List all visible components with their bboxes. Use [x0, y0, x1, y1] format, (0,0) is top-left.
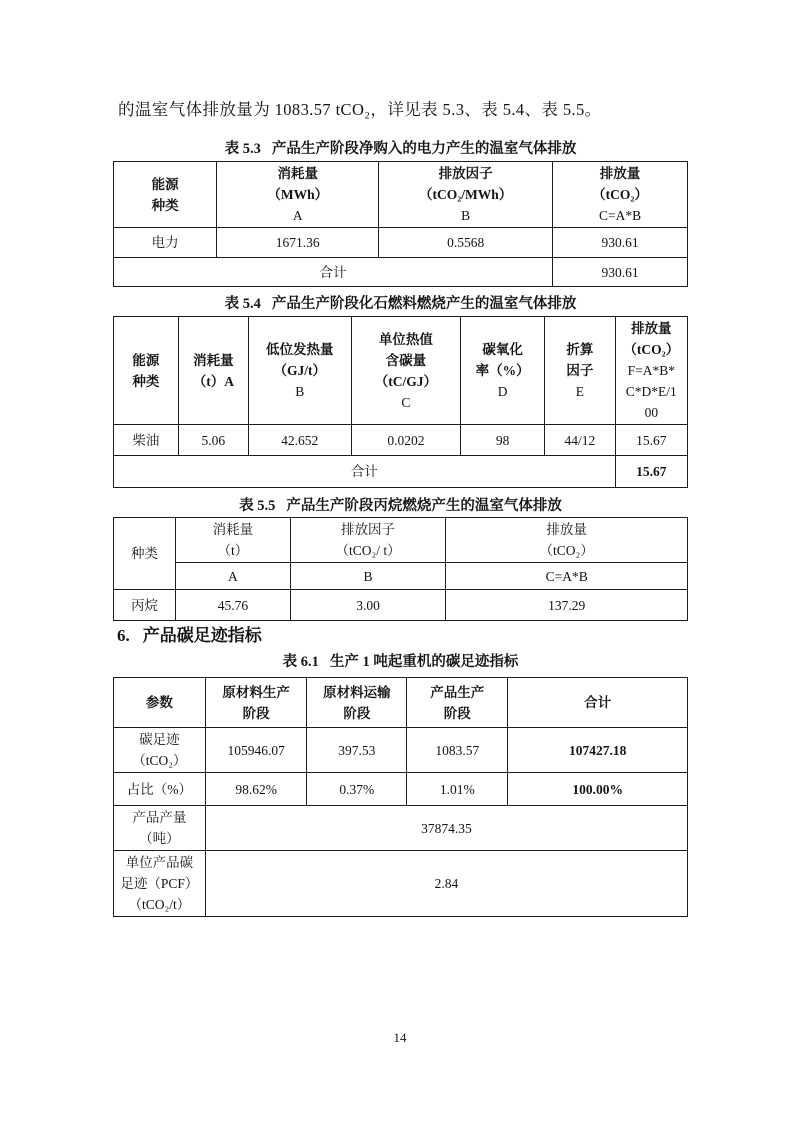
table-cell: [114, 590, 176, 621]
cell-text: （GJ/t）: [273, 363, 326, 378]
table-cell: [205, 728, 307, 773]
cell-text: 排放量: [631, 321, 672, 336]
table-row: [114, 162, 688, 228]
table-5-3-electricity-emissions: [113, 161, 688, 287]
cell-text: （tCO₂）: [539, 543, 594, 558]
table-cell: [175, 518, 290, 563]
table-5-5-caption: [113, 497, 688, 515]
section-number: 6.: [117, 626, 130, 645]
table-row: [114, 563, 688, 590]
table-cell: [114, 228, 217, 258]
cell-text: 98.62%: [235, 781, 277, 797]
table-cell: [461, 317, 545, 425]
cell-text: 能源: [132, 352, 160, 368]
cell-text: 种类: [151, 197, 179, 213]
table-cell: [508, 678, 688, 728]
cell-text: 低位发热量: [265, 342, 334, 357]
cell-text: （tCO₂）: [592, 187, 648, 202]
table-5-4-caption: [113, 295, 688, 313]
cell-text: 930.61: [601, 235, 639, 250]
cell-text: C: [401, 394, 411, 410]
cell-text: 电力: [151, 235, 179, 250]
cell-text: 合计: [350, 464, 378, 479]
cell-text: 消耗量: [212, 522, 254, 537]
cell-text: 排放量: [599, 166, 641, 181]
table-cell: [379, 228, 553, 258]
cell-text: （tCO₂/t）: [128, 897, 191, 912]
table-cell: [178, 317, 248, 425]
table-cell: [351, 317, 461, 425]
cell-text: 37874.35: [421, 820, 472, 836]
table-cell: [508, 728, 688, 773]
table-cell: [446, 518, 688, 563]
cell-text: 合计: [584, 695, 612, 710]
table-cell: [114, 518, 176, 590]
table-cell: [307, 678, 407, 728]
cell-text: （tCO₂/ t）: [335, 543, 401, 558]
caption-text: 产品生产阶段净购入的电力产生的温室气体排放: [271, 141, 577, 157]
table-cell: [205, 851, 687, 917]
cell-text: 2.84: [434, 876, 459, 891]
intro-paragraph: 的温室气体排放量为 1083.57 tCO₂，详见表 5.3、表 5.4、表 5.5。: [118, 100, 602, 119]
cell-text: A: [292, 208, 303, 223]
cell-text: 折算: [566, 342, 594, 357]
table-cell: [553, 258, 688, 287]
cell-text: 参数: [145, 695, 173, 710]
cell-text: 种类: [132, 373, 160, 389]
cell-text: （t）: [217, 543, 249, 558]
section-title: 产品碳足迹指标: [142, 626, 262, 645]
cell-text: 0.37%: [339, 781, 375, 797]
table-row: [114, 456, 688, 488]
cell-text: 1083.57: [435, 742, 480, 758]
table-cell: [114, 317, 179, 425]
table-row: [114, 678, 688, 728]
table-cell: [114, 456, 616, 488]
table-row: [114, 728, 688, 773]
cell-text: 0.0202: [387, 432, 425, 448]
table-5-3-caption: [113, 140, 688, 158]
table-cell: [290, 590, 446, 621]
table-5-5-propane-emissions: [113, 517, 688, 621]
caption-label: 表 5.5: [239, 498, 276, 514]
cell-text: B: [461, 208, 471, 223]
caption-label: 表 6.1: [282, 654, 319, 670]
table-cell: [114, 806, 206, 851]
cell-text: 种类: [130, 546, 158, 561]
table-cell: [307, 773, 407, 806]
table-row: [114, 228, 688, 258]
data-table: [113, 161, 688, 287]
data-table: [113, 677, 688, 917]
cell-text: 消耗量: [277, 166, 318, 181]
cell-text: 率（%）: [475, 363, 530, 378]
table-row: [114, 258, 688, 287]
cell-text: 397.53: [338, 742, 376, 758]
cell-text: 排放因子: [341, 522, 396, 537]
cell-text: 阶段: [242, 705, 270, 721]
cell-text: 含碳量: [385, 352, 427, 368]
cell-text: 45.76: [217, 597, 249, 613]
caption-text: 产品生产阶段化石燃料燃烧产生的温室气体排放: [271, 296, 577, 312]
cell-text: 柴油: [132, 432, 160, 448]
table-cell: [307, 728, 407, 773]
cell-text: 占比（%）: [126, 781, 193, 797]
cell-text: 排放因子: [438, 166, 493, 181]
cell-text: 0.5568: [447, 235, 485, 250]
caption-text: 生产 1 吨起重机的碳足迹指标: [329, 654, 519, 670]
data-table: [113, 517, 688, 621]
cell-text: 阶段: [443, 705, 471, 721]
table-cell: [553, 228, 688, 258]
table-row: [114, 773, 688, 806]
data-table: [113, 316, 688, 488]
table-row: [114, 425, 688, 456]
table-cell: [545, 317, 616, 425]
table-cell: [407, 773, 508, 806]
table-6-1-caption: [113, 653, 688, 671]
cell-text: A: [228, 568, 238, 584]
table-cell: [407, 728, 508, 773]
table-cell: [175, 563, 290, 590]
cell-text: 产品产量: [132, 810, 187, 825]
cell-text: 44/12: [564, 432, 596, 448]
table-cell: [553, 162, 688, 228]
table-cell: [615, 425, 687, 456]
cell-text: 丙烷: [130, 597, 158, 613]
cell-text: 单位热值: [378, 331, 433, 347]
table-6-1-carbon-footprint-indicators: [113, 677, 688, 917]
cell-text: 碳氧化: [482, 342, 523, 357]
cell-text: （tCO₂）: [132, 753, 187, 768]
cell-text: 1671.36: [275, 235, 320, 250]
cell-text: 合计: [319, 264, 347, 280]
cell-text: （t）A: [192, 373, 234, 389]
cell-text: （吨）: [139, 831, 180, 846]
table-cell: [545, 425, 616, 456]
cell-text: 单位产品碳: [125, 855, 194, 870]
cell-text: C=A*B: [545, 568, 588, 584]
table-cell: [461, 425, 545, 456]
table-cell: [407, 678, 508, 728]
table-5-4-fossil-fuel-emissions: [113, 316, 688, 488]
cell-text: 100.00%: [572, 781, 623, 797]
cell-text: 5.06: [201, 432, 226, 448]
caption-label: 表 5.3: [224, 141, 261, 157]
table-row: [114, 590, 688, 621]
cell-text: （tCO₂）: [623, 342, 680, 357]
cell-text: 消耗量: [193, 352, 234, 368]
cell-text: 碳足迹: [139, 732, 180, 747]
cell-text: 产品生产: [430, 684, 485, 700]
table-cell: [615, 456, 687, 488]
table-cell: [114, 728, 206, 773]
table-cell: [205, 678, 307, 728]
table-cell: [205, 806, 687, 851]
cell-text: （tCO₂/MWh）: [418, 187, 513, 202]
table-row: [114, 806, 688, 851]
caption-label: 表 5.4: [224, 296, 261, 312]
table-cell: [351, 425, 461, 456]
table-cell: [217, 228, 379, 258]
table-cell: [205, 773, 307, 806]
cell-text: F=A*B*: [627, 363, 675, 378]
table-cell: [114, 258, 553, 287]
table-cell: [446, 590, 688, 621]
cell-text: E: [575, 384, 584, 399]
cell-text: 3.00: [356, 597, 380, 613]
table-row: [114, 851, 688, 917]
page-number: 14: [393, 1030, 407, 1045]
cell-text: C=A*B: [598, 208, 642, 223]
cell-text: 98: [495, 432, 510, 448]
cell-text: 原材料运输: [323, 684, 391, 700]
table-row: [114, 317, 688, 425]
cell-text: 137.29: [548, 597, 586, 613]
table-cell: [290, 563, 446, 590]
cell-text: D: [497, 384, 508, 399]
cell-text: C*D*E/1: [625, 384, 677, 399]
cell-text: B: [363, 568, 373, 584]
table-cell: [217, 162, 379, 228]
cell-text: B: [295, 384, 305, 399]
cell-text: 能源: [151, 176, 179, 192]
cell-text: （MWh）: [267, 187, 329, 202]
table-row: [114, 518, 688, 563]
table-cell: [114, 425, 179, 456]
table-cell: [114, 162, 217, 228]
table-cell: [114, 678, 206, 728]
caption-text: 产品生产阶段丙烷燃烧产生的温室气体排放: [286, 498, 562, 514]
cell-text: 1.01%: [439, 781, 475, 797]
cell-text: （tC/GJ）: [374, 373, 438, 389]
cell-text: 足迹（PCF）: [120, 876, 199, 891]
cell-text: 42.652: [281, 432, 319, 448]
cell-text: 15.67: [636, 464, 667, 479]
cell-text: 00: [644, 405, 659, 420]
table-cell: [508, 773, 688, 806]
table-cell: [248, 425, 351, 456]
table-cell: [178, 425, 248, 456]
cell-text: 阶段: [343, 705, 371, 721]
section-6-heading: [117, 625, 262, 647]
table-cell: [248, 317, 351, 425]
table-cell: [114, 773, 206, 806]
table-cell: [379, 162, 553, 228]
cell-text: 105946.07: [227, 742, 285, 758]
table-cell: [290, 518, 446, 563]
table-cell: [446, 563, 688, 590]
cell-text: 原材料生产: [222, 684, 290, 700]
cell-text: 因子: [566, 363, 594, 378]
table-cell: [114, 851, 206, 917]
cell-text: 15.67: [636, 432, 667, 448]
table-cell: [175, 590, 290, 621]
cell-text: 930.61: [601, 264, 639, 280]
cell-text: 107427.18: [568, 742, 627, 758]
table-cell: [615, 317, 687, 425]
cell-text: 排放量: [546, 522, 587, 537]
